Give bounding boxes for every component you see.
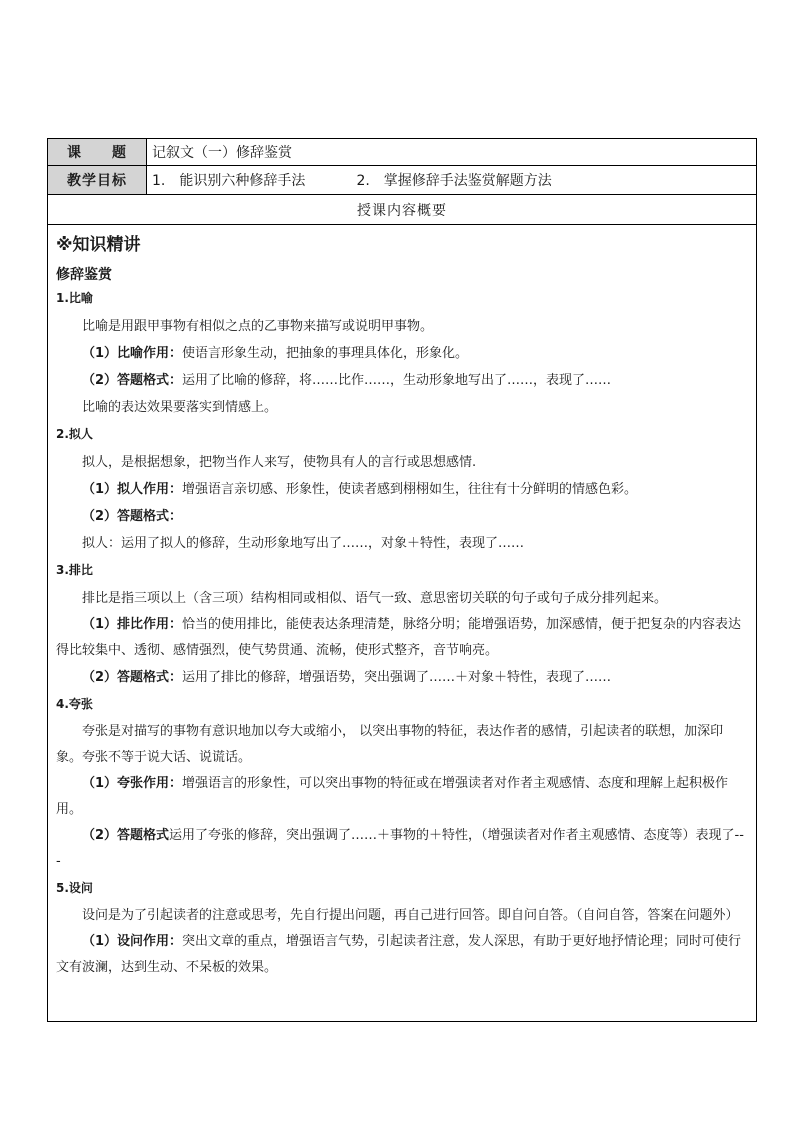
- goal-item-2: 2. 掌握修辞手法鉴赏解题方法: [356, 173, 552, 189]
- s4-p1: [56, 771, 748, 823]
- s3-def: 排比是指三项以上（含三项）结构相同或相似、语气一致、意思密切关联的句子或句子成分排列起来。: [82, 591, 668, 606]
- s1-def: 比喻是用跟甲事物有相似之点的乙事物来描写或说明甲事物。: [82, 319, 434, 334]
- s3-p1: [56, 612, 748, 664]
- s2-def: 拟人，是根据想象，把物当作人来写，使物具有人的言行或思想感情.: [82, 455, 477, 470]
- section-title: ※知识精讲: [56, 235, 141, 255]
- s5-p1-text: 突出文章的重点，增强语言气势，引起读者注意，发人深思，有助于更好地抒情论理；同时可使行文有波澜，达到生动、不呆板的效果。: [56, 934, 742, 975]
- s3-p2: [56, 664, 748, 691]
- s4-p1-text: 增强语言的形象性，可以突出事物的特征或在增强读者对作者主观感情、态度和理解上起积极作用。: [56, 776, 729, 817]
- s4-p1-label: （1）夸张作用：: [82, 776, 183, 791]
- s4-def: 夸张是对描写的事物有意识地加以夸大或缩小， 以突出事物的特征，表达作者的感情，引起读者的联想，加深印象。夸张不等于说大话、说谎话。: [56, 724, 724, 765]
- content-box: [47, 225, 757, 1022]
- s2-title: 2.拟人: [56, 427, 93, 441]
- s1-p1-text: 使语言形象生动，把抽象的事理具体化，形象化。: [182, 346, 469, 361]
- topic-value: 记叙文（一）修辞鉴赏: [147, 139, 757, 166]
- s5-title: 5.设问: [56, 881, 93, 895]
- s1-p2: [56, 367, 748, 394]
- s1-p2-label: （2）答题格式：: [82, 373, 183, 388]
- s3-p1-text: 恰当的使用排比，能使表达条理清楚，脉络分明；能增强语势，加深感情，便于把复杂的内容表达得比较集中、透彻、感情强烈，使气势贯通、流畅，使形式整齐，音节响亮。: [56, 617, 742, 658]
- s2-p2-label: （2）答题格式：: [82, 509, 183, 524]
- s1-p2-text: 运用了比喻的修辞，将……比作……，生动形象地写出了……，表现了……: [182, 373, 612, 388]
- s1-title: 1.比喻: [56, 291, 93, 305]
- s3-p2-text: 运用了排比的修辞，增强语势，突出强调了……＋对象＋特性，表现了……: [182, 670, 612, 685]
- goal-value: [147, 166, 757, 195]
- s1-p1-label: （1）比喻作用：: [82, 346, 183, 361]
- summary-label: 授课内容概要: [48, 195, 757, 225]
- s5-def: 设问是为了引起读者的注意或思考，先自行提出问题，再自己进行回答。即自问自答。（自问自答，答案在问题外）: [82, 908, 739, 923]
- s3-p1-label: （1）排比作用：: [82, 617, 183, 632]
- s2-p2: [56, 503, 748, 530]
- s2-p1-label: （1）拟人作用：: [82, 482, 183, 497]
- goal-label: 教学目标: [48, 166, 147, 195]
- s3-title: 3.排比: [56, 563, 93, 577]
- s3-p2-label: （2）答题格式：: [82, 670, 183, 685]
- s1-note: 比喻的表达效果要落实到情感上。: [82, 400, 278, 415]
- s2-p1: [56, 476, 748, 503]
- s1-p1: [56, 340, 748, 367]
- s2-p1-text: 增强语言亲切感、形象性，使读者感到栩栩如生，往往有十分鲜明的情感色彩。: [182, 482, 638, 497]
- summary-row: [48, 195, 757, 225]
- s4-p2: [56, 823, 748, 875]
- s5-p1: [56, 929, 748, 981]
- topic-row: [48, 139, 757, 166]
- topic-label: 课 题: [48, 139, 147, 166]
- goal-row: [48, 166, 757, 195]
- s4-p2-label: （2）答题格式: [82, 828, 170, 843]
- sub-title: 修辞鉴赏: [56, 267, 112, 283]
- goal-item-1: 1. 能识别六种修辞手法: [152, 173, 306, 189]
- s5-p1-label: （1）设问作用：: [82, 934, 183, 949]
- header-table: [47, 138, 757, 225]
- s4-p2-text: 运用了夸张的修辞，突出强调了……＋事物的＋特性，（增强读者对作者主观感情、态度等）表现了---: [56, 828, 744, 869]
- s2-format: 拟人：运用了拟人的修辞，生动形象地写出了……，对象＋特性，表现了……: [82, 536, 525, 551]
- s4-title: 4.夸张: [56, 697, 93, 711]
- lesson-plan-sheet: [47, 138, 757, 1022]
